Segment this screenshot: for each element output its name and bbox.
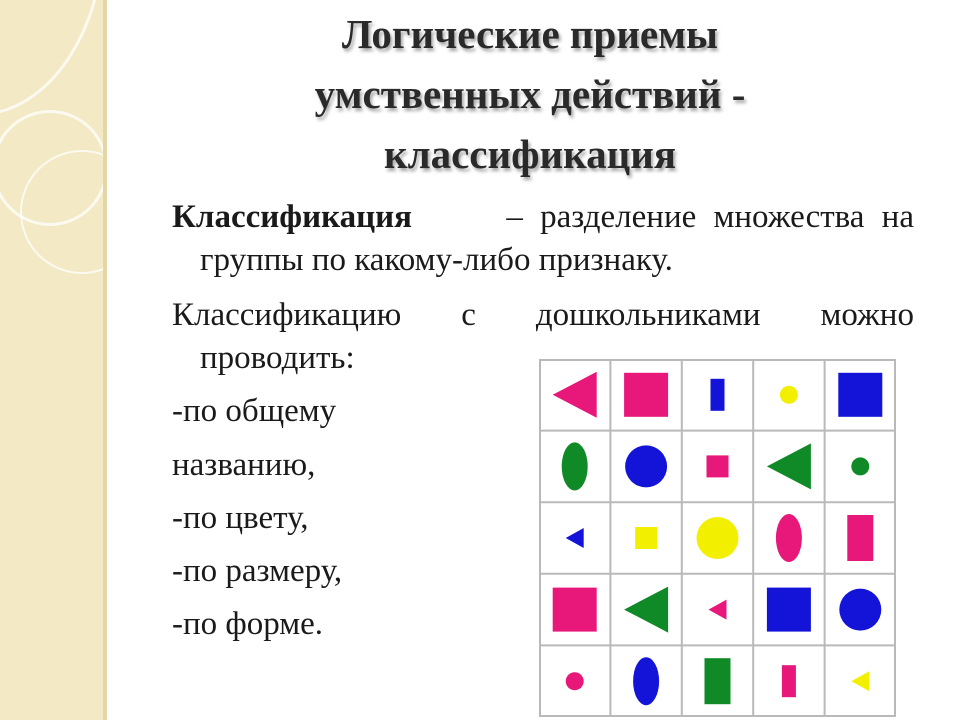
shape-grid (539, 359, 896, 717)
blue-square-large (838, 373, 882, 417)
blue-square-large (767, 588, 811, 632)
criteria-item-shape: -по форме. (172, 606, 324, 642)
title-line-3: классификация (383, 131, 677, 177)
magenta-rectangle-large (847, 515, 873, 561)
criteria-item-color: -по цвету, (172, 500, 309, 536)
magenta-square-large (624, 373, 668, 417)
green-ellipse-large (562, 442, 588, 490)
classification-line-1 (172, 294, 914, 337)
classification-line-2: проводить: (200, 340, 355, 376)
green-rectangle-large (705, 658, 731, 704)
shape-grid-svg (539, 359, 896, 717)
classification-word-3: дошкольниками (535, 297, 761, 333)
definition-line-1 (172, 196, 914, 239)
side-band-edge (103, 0, 107, 720)
title-line-1: Логические приемы (341, 11, 719, 57)
classification-word-4: можно (820, 297, 914, 333)
criteria-item-size: -по размеру, (172, 553, 343, 589)
criteria-item-general-name: -по общему (172, 393, 337, 429)
definition-paragraph (172, 196, 914, 282)
criteria-item-name-cont: названию, (172, 447, 316, 483)
title-line-2: умственных действий - (314, 71, 746, 117)
magenta-triangle-left-small (709, 600, 727, 620)
definition-term: Классификация (172, 199, 412, 235)
blue-triangle-left-small (566, 528, 584, 548)
green-circle-small (851, 457, 869, 475)
blue-ellipse-large (633, 657, 659, 705)
magenta-ellipse-large (776, 514, 802, 562)
yellow-triangle-left-small (851, 671, 869, 691)
decorative-side-band (0, 0, 107, 720)
magenta-circle-small (566, 672, 584, 690)
green-triangle-left-large (767, 443, 811, 489)
blue-circle-large (625, 445, 667, 487)
yellow-circle-small (780, 386, 798, 404)
definition-rest: – разделение множества на (506, 199, 914, 235)
blue-rectangle-small (711, 379, 725, 411)
magenta-square-large (553, 588, 597, 632)
magenta-triangle-left-large (553, 372, 597, 418)
yellow-square-small (635, 527, 657, 549)
magenta-square-small (707, 455, 729, 477)
yellow-circle-large (697, 517, 739, 559)
classification-word-2: с (461, 297, 476, 333)
definition-line-2: группы по какому-либо признаку. (200, 242, 673, 278)
decorative-ring-top (0, 0, 106, 116)
blue-circle-large (839, 589, 881, 631)
classification-word-1: Классификацию (172, 297, 402, 333)
green-triangle-left-large (624, 587, 668, 633)
magenta-rectangle-small (782, 665, 796, 697)
slide-title (215, 4, 845, 184)
